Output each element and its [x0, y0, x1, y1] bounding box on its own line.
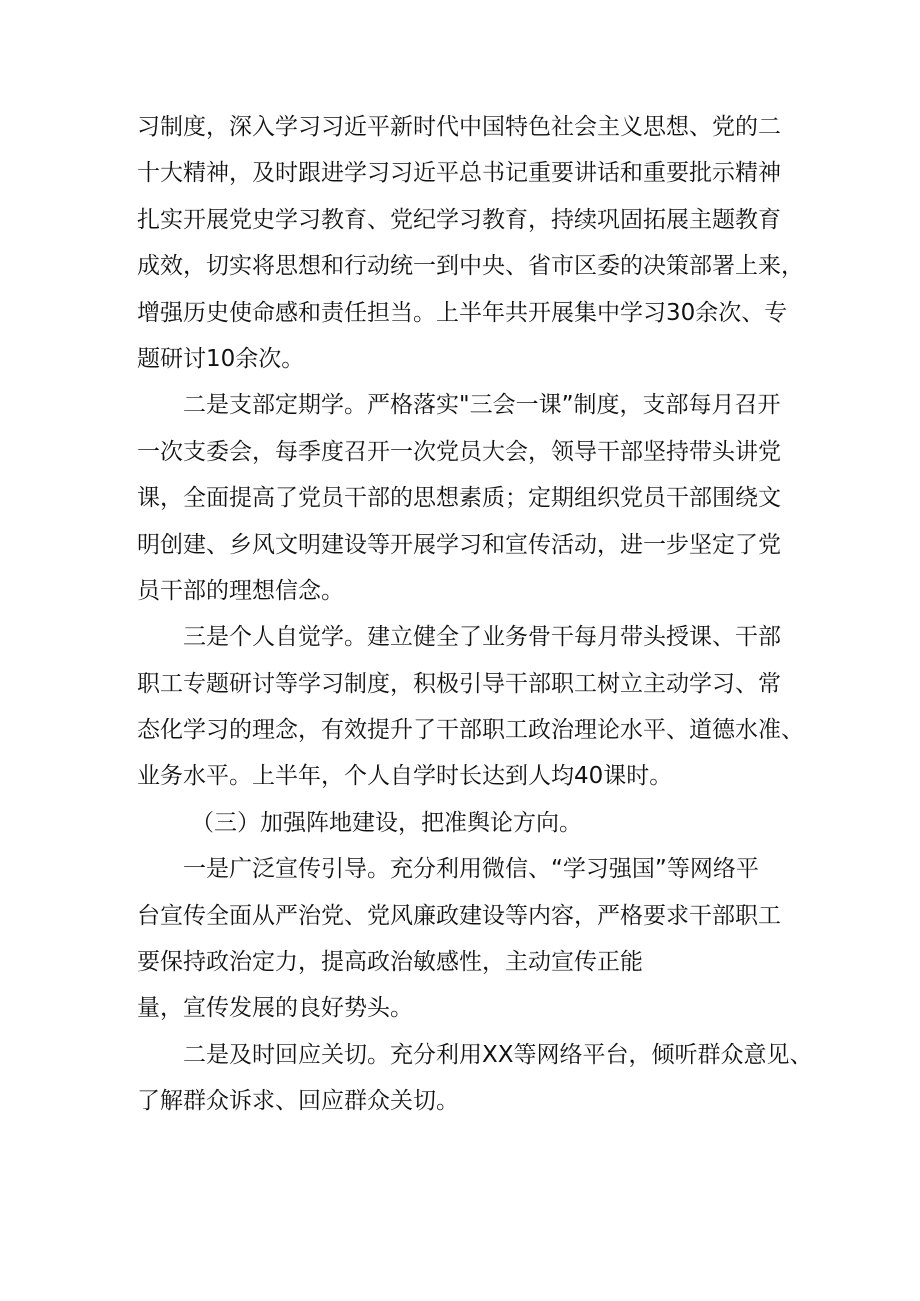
text-line: 台宣传全面从严治党、党风廉政建设等内容，严格要求干部职工	[137, 902, 781, 929]
body-text	[137, 104, 812, 1125]
text-line: 态化学习的理念，有效提升了干部职工政治理论水平、道德水准、	[137, 717, 804, 744]
text-line: 一次支委会，每季度召开一次党员大会，领导干部坚持带头讲党	[137, 438, 781, 465]
section-heading: （三）加强阵地建设，把准舆论方向。	[191, 809, 582, 836]
text-line: 十大精神，及时跟进学习习近平总书记重要讲话和重要批示精神	[137, 160, 781, 187]
text-line: 要保持政治定力，提高政治敏感性，主动宣传正能	[137, 949, 643, 976]
text-line: 习制度，深入学习习近平新时代中国特色社会主义思想、党的二	[137, 114, 781, 140]
text-line: 职工专题研讨等学习制度，积极引导干部职工树立主动学习、常	[137, 670, 781, 697]
text-line: 业务水平。上半年，个人自学时长达到人均40课时。	[137, 763, 673, 790]
text-line: 三是个人自觉学。建立健全了业务骨干每月带头授课、干部	[183, 624, 781, 651]
text-line: 员干部的理想信念。	[137, 577, 344, 604]
text-line: 扎实开展党史学习教育、党纪学习教育，持续巩固拓展主题教育	[137, 206, 781, 233]
text-line: 量，宣传发展的良好势头。	[137, 995, 413, 1022]
text-line: 题研讨10余次。	[137, 345, 305, 372]
text-line: 明创建、乡风文明建设等开展学习和宣传活动，进一步坚定了党	[137, 531, 781, 558]
text-line: 一是广泛宣传引导。充分利用微信、“学习强国”等网络平	[183, 856, 759, 883]
text-line: 课，全面提高了党员干部的思想素质；定期组织党员干部围绕文	[137, 485, 781, 512]
text-line: 成效，切实将思想和行动统一到中央、省市区委的决策部署上来，	[137, 253, 804, 280]
text-line: 二是及时回应关切。充分利用XX等网络平台，倾听群众意见、	[183, 1041, 813, 1068]
text-line: 了解群众诉求、回应群众关切。	[137, 1088, 459, 1115]
text-line: 二是支部定期学。严格落实"三会一课”制度，支部每月召开	[183, 392, 781, 419]
text-line: 增强历史使命感和责任担当。上半年共开展集中学习30余次、专	[137, 299, 788, 326]
